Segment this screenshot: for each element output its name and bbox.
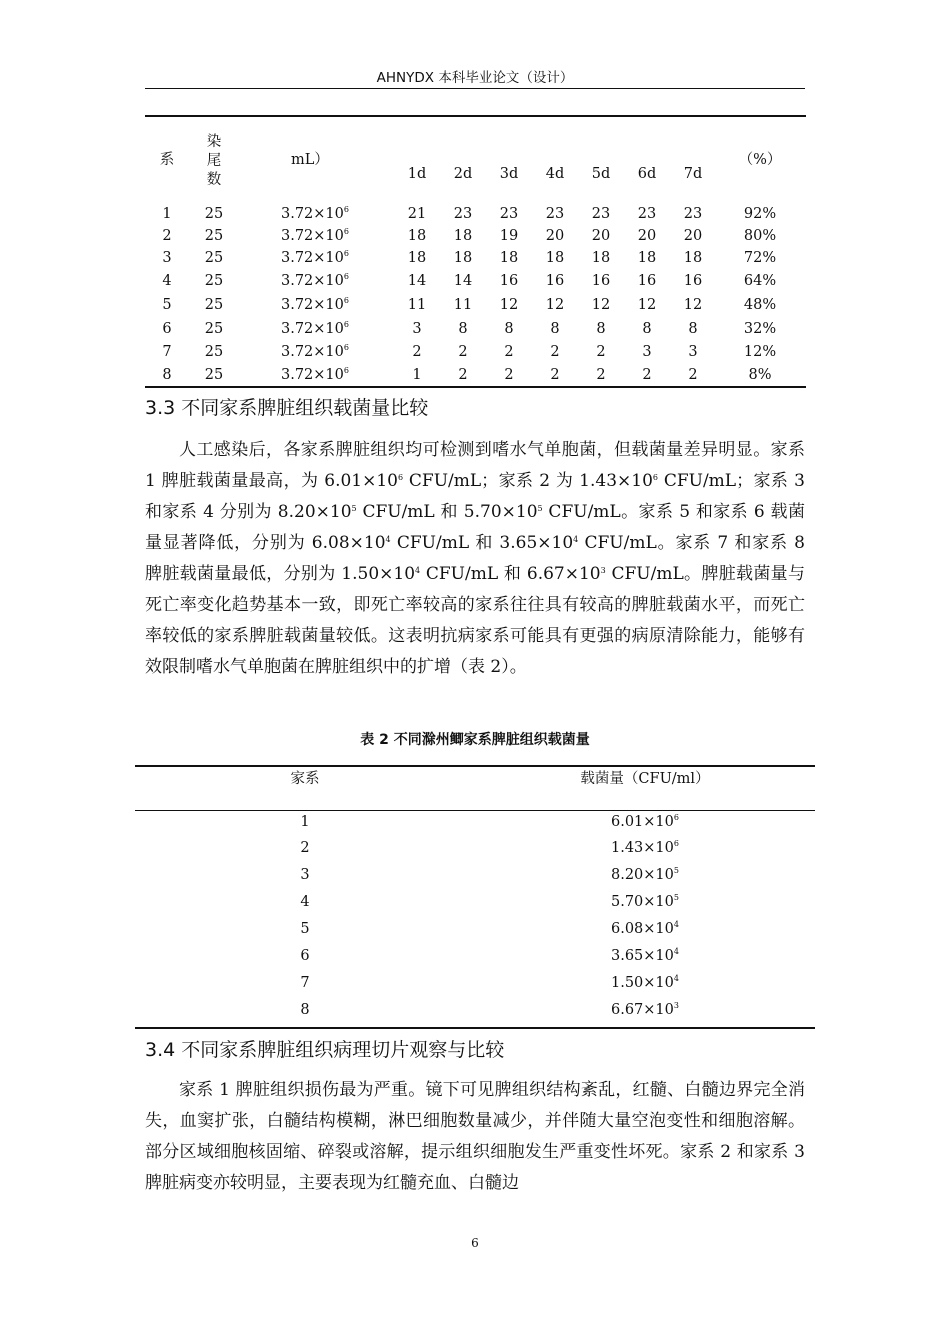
table1-cell-dose [270, 228, 360, 245]
superscript-exponent: 5 [351, 504, 357, 513]
table1-cell-day: 23 [499, 206, 519, 222]
dose-base: 3.72×10 [281, 321, 344, 337]
table2-cell-load [585, 1002, 705, 1019]
table1-cell-count: 25 [204, 250, 224, 266]
table1-cell-day: 8 [458, 321, 468, 337]
dose-exponent: 6 [343, 343, 349, 352]
table1-cell-day: 16 [683, 273, 703, 289]
table1-cell-family: 8 [162, 367, 172, 383]
table1-cell-day: 20 [591, 228, 611, 244]
table1-cell-day: 16 [637, 273, 657, 289]
text-segment: CFU/mL 和 5.70×10 [356, 502, 538, 522]
table1-cell-day: 11 [453, 297, 473, 313]
table1-cell-rate: 92% [743, 206, 777, 222]
dose-exponent: 6 [343, 249, 349, 258]
table1-cell-family: 6 [162, 321, 172, 337]
table1-cell-rate: 12% [743, 344, 777, 360]
table1-cell-day: 2 [596, 367, 606, 383]
table1-header-day: 4d [545, 166, 565, 182]
dose-exponent: 6 [343, 227, 349, 236]
table1-cell-day: 2 [458, 367, 468, 383]
table1-cell-dose [270, 206, 360, 223]
table2-cell-family: 5 [300, 921, 310, 937]
dose-base: 3.72×10 [281, 297, 344, 313]
table1-header-count: 染 尾 数 [206, 134, 222, 188]
table2-cell-load [585, 975, 705, 992]
dose-base: 3.72×10 [281, 367, 344, 383]
dose-base: 3.72×10 [281, 273, 344, 289]
table1-cell-dose [270, 321, 360, 338]
section-heading-3-3: 3.3 不同家系脾脏组织载菌量比较 [145, 397, 429, 419]
table1-cell-count: 25 [204, 367, 224, 383]
load-base: 5.70×10 [611, 894, 674, 910]
table1-cell-dose [270, 273, 360, 290]
text-segment: CFU/mL。脾脏载菌量与死亡率变化趋势基本一致，即死亡率较高的家系往往具有较高的脾脏载菌水平，而死亡率较低的家系脾脏载菌量较低。这表明抗病家系可能具有更强的病原清除能力，能够有效限制嗜水气单胞菌在脾脏组织中的扩增（表 2）。 [145, 564, 805, 677]
table2-top-rule [135, 765, 815, 767]
table1-header-dose: mL） [291, 152, 329, 168]
table1-cell-day: 2 [504, 344, 514, 360]
table1-cell-day: 18 [683, 250, 703, 266]
table1-cell-day: 18 [407, 250, 427, 266]
table1-cell-family: 1 [162, 206, 172, 222]
dose-exponent: 6 [343, 296, 349, 305]
table2-bottom-rule [135, 1027, 815, 1029]
table1-cell-rate: 48% [743, 297, 777, 313]
table1-bottom-rule [145, 386, 806, 388]
table1-cell-dose [270, 250, 360, 267]
table1-header-day: 3d [499, 166, 519, 182]
table1-cell-day: 18 [591, 250, 611, 266]
table1-cell-day: 18 [637, 250, 657, 266]
table1-cell-day: 2 [688, 367, 698, 383]
table1-cell-day: 20 [637, 228, 657, 244]
table1-cell-day: 18 [453, 250, 473, 266]
table2-cell-family: 4 [300, 894, 310, 910]
load-exponent: 6 [673, 839, 679, 848]
table1-cell-count: 25 [204, 344, 224, 360]
table1-cell-day: 12 [637, 297, 657, 313]
text-segment: 人工感染后，各家系脾脏组织均可检测到嗜水气单胞菌，但载菌量差异明显。家系 1 脾脏载菌量最高，为 6.01×10 [145, 440, 805, 491]
table1-header-day: 7d [683, 166, 703, 182]
dose-base: 3.72×10 [281, 250, 344, 266]
table1-cell-day: 8 [596, 321, 606, 337]
table1-cell-count: 25 [204, 273, 224, 289]
text-segment: CFU/mL；家系 2 为 1.43×10 [403, 471, 653, 491]
table1-cell-day: 8 [688, 321, 698, 337]
table2-cell-family: 7 [300, 975, 310, 991]
table1-cell-day: 2 [596, 344, 606, 360]
table1-header-day: 1d [407, 166, 427, 182]
superscript-exponent: 3 [600, 566, 606, 575]
load-exponent: 5 [673, 866, 679, 875]
table1-cell-day: 20 [683, 228, 703, 244]
table1-cell-day: 20 [545, 228, 565, 244]
text-segment: CFU/mL。家系 5 和家系 6 载菌量显著降低，分别为 6.08×10 [145, 502, 805, 553]
table1-cell-day: 3 [688, 344, 698, 360]
table1-cell-family: 2 [162, 228, 172, 244]
table1-cell-day: 8 [550, 321, 560, 337]
table1-cell-day: 16 [499, 273, 519, 289]
table2-header-rule [135, 810, 815, 811]
table1-cell-day: 14 [453, 273, 473, 289]
table1-header-day: 6d [637, 166, 657, 182]
table2-cell-family: 1 [300, 814, 310, 830]
text-segment: CFU/mL。家系 7 和家系 8 脾脏载菌量最低，分别为 1.50×10 [145, 533, 805, 584]
table2-cell-load [585, 894, 705, 911]
table1-cell-day: 18 [407, 228, 427, 244]
section-3-3-paragraph [145, 435, 805, 683]
load-exponent: 4 [673, 920, 679, 929]
section-3-4-paragraph: 家系 1 脾脏组织损伤最为严重。镜下可见脾组织结构紊乱，红髓、白髓边界完全消失，血窦扩张，白髓结构模糊，淋巴细胞数量减少，并伴随大量空泡变性和细胞溶解。部分区域细胞核固缩、碎裂或溶解，提示组织细胞发生严重变性坏死。家系 2 和家系 3 脾脏病变亦较明显，主要表现为红髓充血、白髓边 [145, 1080, 805, 1193]
table1-cell-rate: 72% [743, 250, 777, 266]
table1-cell-day: 19 [499, 228, 519, 244]
dose-exponent: 6 [343, 320, 349, 329]
load-exponent: 5 [673, 893, 679, 902]
load-exponent: 6 [673, 813, 679, 822]
load-base: 1.50×10 [611, 975, 674, 991]
table1-cell-day: 3 [642, 344, 652, 360]
table1-cell-day: 12 [683, 297, 703, 313]
table1-cell-day: 12 [591, 297, 611, 313]
running-header: AHNYDX 本科毕业论文（设计） [376, 70, 574, 86]
table2-cell-family: 8 [300, 1002, 310, 1018]
table1-cell-day: 21 [407, 206, 427, 222]
dose-base: 3.72×10 [281, 344, 344, 360]
load-base: 6.01×10 [611, 814, 674, 830]
superscript-exponent: 5 [537, 504, 543, 513]
table2-cell-load [585, 867, 705, 884]
table1-cell-dose [270, 367, 360, 384]
load-base: 6.08×10 [611, 921, 674, 937]
table1-cell-dose [270, 297, 360, 314]
table1-cell-day: 12 [545, 297, 565, 313]
table1-cell-rate: 32% [743, 321, 777, 337]
table2-cell-load [585, 921, 705, 938]
table1-top-rule [145, 115, 806, 117]
text-segment: CFU/mL 和 3.65×10 [390, 533, 574, 553]
table1-cell-dose [270, 344, 360, 361]
table1-cell-count: 25 [204, 297, 224, 313]
table1-cell-day: 1 [412, 367, 422, 383]
table1-cell-rate: 64% [743, 273, 777, 289]
dose-exponent: 6 [343, 272, 349, 281]
table1-header-family: 系 [159, 152, 175, 168]
table1-cell-day: 14 [407, 273, 427, 289]
table1-cell-day: 18 [545, 250, 565, 266]
table2-cell-family: 3 [300, 867, 310, 883]
table1-cell-day: 8 [504, 321, 514, 337]
header-rule [145, 88, 805, 89]
table1-cell-day: 11 [407, 297, 427, 313]
table2-caption: 表 2 不同滁州鲫家系脾脏组织载菌量 [360, 732, 590, 748]
table1-cell-day: 23 [545, 206, 565, 222]
table1-cell-day: 23 [637, 206, 657, 222]
table1-cell-family: 3 [162, 250, 172, 266]
table1-cell-rate: 8% [748, 367, 772, 383]
table1-cell-day: 2 [504, 367, 514, 383]
table1-header-rate: （%） [738, 152, 782, 168]
table1-cell-count: 25 [204, 228, 224, 244]
table1-cell-day: 16 [591, 273, 611, 289]
table2-cell-family: 6 [300, 948, 310, 964]
load-base: 8.20×10 [611, 867, 674, 883]
text-segment: CFU/mL 和 6.67×10 [420, 564, 601, 584]
load-base: 1.43×10 [611, 840, 674, 856]
table1-cell-day: 2 [642, 367, 652, 383]
load-base: 6.67×10 [611, 1002, 674, 1018]
page-number: 6 [471, 1236, 479, 1250]
table1-cell-day: 12 [499, 297, 519, 313]
table1-cell-day: 2 [412, 344, 422, 360]
superscript-exponent: 6 [398, 473, 404, 482]
superscript-exponent: 4 [415, 566, 421, 575]
table1-header-day: 2d [453, 166, 473, 182]
table2-header-load: 载菌量（CFU/ml） [580, 771, 710, 787]
table2-cell-load [585, 840, 705, 857]
table1-cell-count: 25 [204, 321, 224, 337]
table1-cell-day: 18 [453, 228, 473, 244]
table1-cell-day: 16 [545, 273, 565, 289]
superscript-exponent: 4 [573, 535, 579, 544]
superscript-exponent: 6 [652, 473, 658, 482]
load-exponent: 4 [673, 947, 679, 956]
table1-cell-family: 7 [162, 344, 172, 360]
dose-exponent: 6 [343, 366, 349, 375]
table1-cell-family: 5 [162, 297, 172, 313]
table1-header-day: 5d [591, 166, 611, 182]
table1-cell-day: 2 [550, 367, 560, 383]
table2-header-family: 家系 [290, 771, 320, 787]
dose-base: 3.72×10 [281, 206, 344, 222]
superscript-exponent: 4 [385, 535, 391, 544]
table1-cell-day: 2 [550, 344, 560, 360]
table2-cell-family: 2 [300, 840, 310, 856]
table1-cell-day: 23 [453, 206, 473, 222]
table1-cell-day: 8 [642, 321, 652, 337]
table1-cell-day: 18 [499, 250, 519, 266]
table2-cell-load [585, 948, 705, 965]
text-segment: CFU/mL；家系 3 和家系 4 分别为 8.20×10 [145, 471, 805, 522]
table1-cell-rate: 80% [743, 228, 777, 244]
section-heading-3-4: 3.4 不同家系脾脏组织病理切片观察与比较 [145, 1039, 505, 1061]
table1-cell-day: 23 [683, 206, 703, 222]
table2-cell-load [585, 814, 705, 831]
table1-cell-day: 23 [591, 206, 611, 222]
table1-cell-day: 3 [412, 321, 422, 337]
load-base: 3.65×10 [611, 948, 674, 964]
load-exponent: 3 [673, 1001, 679, 1010]
table1-cell-count: 25 [204, 206, 224, 222]
load-exponent: 4 [673, 974, 679, 983]
dose-base: 3.72×10 [281, 228, 344, 244]
table1-cell-day: 2 [458, 344, 468, 360]
dose-exponent: 6 [343, 205, 349, 214]
table1-cell-family: 4 [162, 273, 172, 289]
